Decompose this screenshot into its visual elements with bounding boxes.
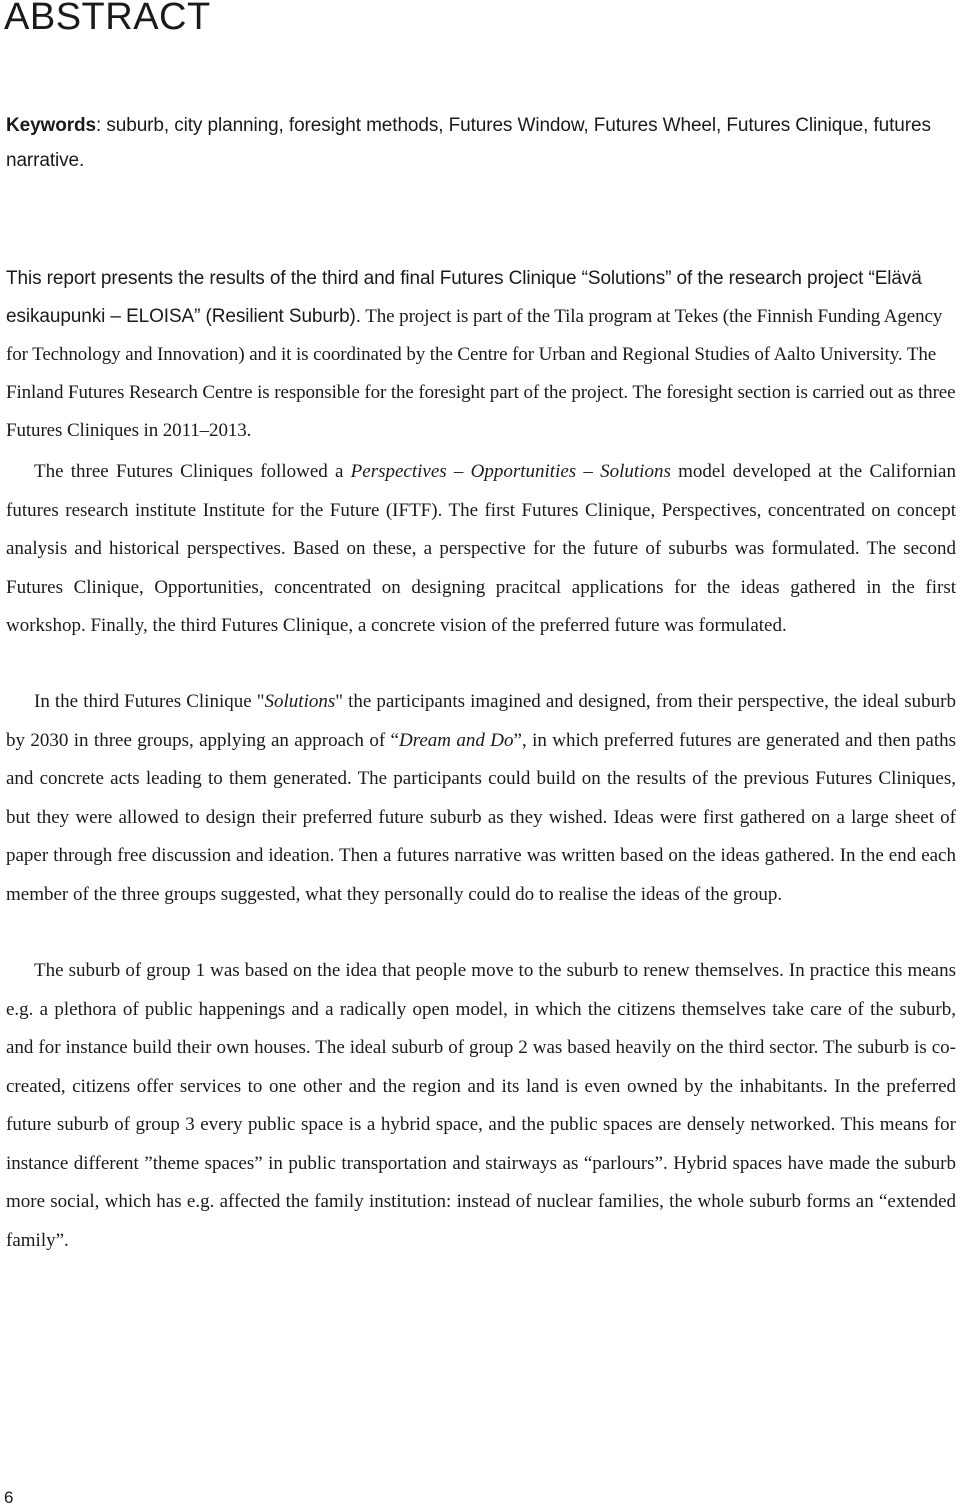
keywords-line [6,108,956,178]
paragraph-methods [6,453,956,646]
paragraph-methods-text-b: model developed at the Californian futures research institute Institute for the Future (IFTF). The first Futures Clinique, Perspectives, concentrated on concept analysis and historical perspectives. Based on these, a perspective for the future of suburbs was formulated. The second Futures Clinique, Opportunities, concentrated on designing pracitcal applications for the ideas gathered in the first workshop. Finally, the third Futures Clinique, a concrete vision of the preferred future was formulated. [6,461,956,636]
keywords-text: suburb, city planning, foresight methods, Futures Window, Futures Wheel, Futures Clinique, futures narrative. [6,115,931,171]
intro-serif-text: The project is part of the Tila program at Tekes (the Finnish Funding Agency for Technology and Innovation) and it is coordinated by the Centre for Urban and Regional Studies of Aalto University. The Finland Futures Research Centre is responsible for the foresight part of the project. The foresight section is carried out as three Futures Cliniques in 2011–2013. [6,306,956,441]
paragraph-methods-text-a: The three Futures Cliniques followed a [34,461,351,482]
paragraph-third-text-c: ”, in which preferred futures are generated and then paths and concrete acts leading to them generated. The participants could build on the results of the previous Futures Cliniques, but they were allowed to design their preferred future suburb as they wished. Ideas were first gathered on a large sheet of paper through free discussion and ideation. Then a futures narrative was written based on the ideas gathered. In the end each member of the three groups suggested, what they personally could do to realise the ideas of the group. [6,729,956,905]
keywords-colon: : [96,115,102,136]
intro-sans-text: This report presents the results of the third and final Futures Clinique “Solutions” of the research project “Elävä esikaupunki – ELOISA” (Resilient Suburb). [6,268,922,327]
page-number: 6 [4,1488,14,1507]
paragraph-third-italic-solutions: Solutions [264,691,336,712]
paragraph-third-text-a: In the third Futures Clinique " [34,691,265,712]
keywords-label: Keywords [6,115,97,136]
paragraph-groups: The suburb of group 1 was based on the idea that people move to the suburb to renew themselves. In practice this means e.g. a plethora of public happenings and a radically open model, in which the citizens themselves take care of the suburb, and for instance build their own houses. The ideal suburb of group 2 was based heavily on the third sector. The suburb is co-created, citizens offer services to one other and the region and its land is even owned by the inhabitants. In the preferred future suburb of group 3 every public space is a hybrid space, and the public spaces are densely networked. This means for instance different ”theme spaces” in public transportation and stairways as “parlours”. Hybrid spaces have made the suburb more social, which has e.g. affected the family institution: instead of nuclear families, the whole suburb forms an “extended family”. [6,960,956,1251]
paragraph-third-italic-dream: Dream and Do [398,729,514,751]
paragraph-methods-italic: Perspectives – Opportunities – Solutions [350,461,671,482]
paragraph-third-text-b: " the participants imagined and designed, from their perspective, the ideal suburb by 2030 in three groups, applying an approach of “ [6,691,956,751]
paragraph-third-clinique [6,683,956,914]
abstract-heading: ABSTRACT [4,0,211,38]
intro-paragraph [6,260,956,450]
